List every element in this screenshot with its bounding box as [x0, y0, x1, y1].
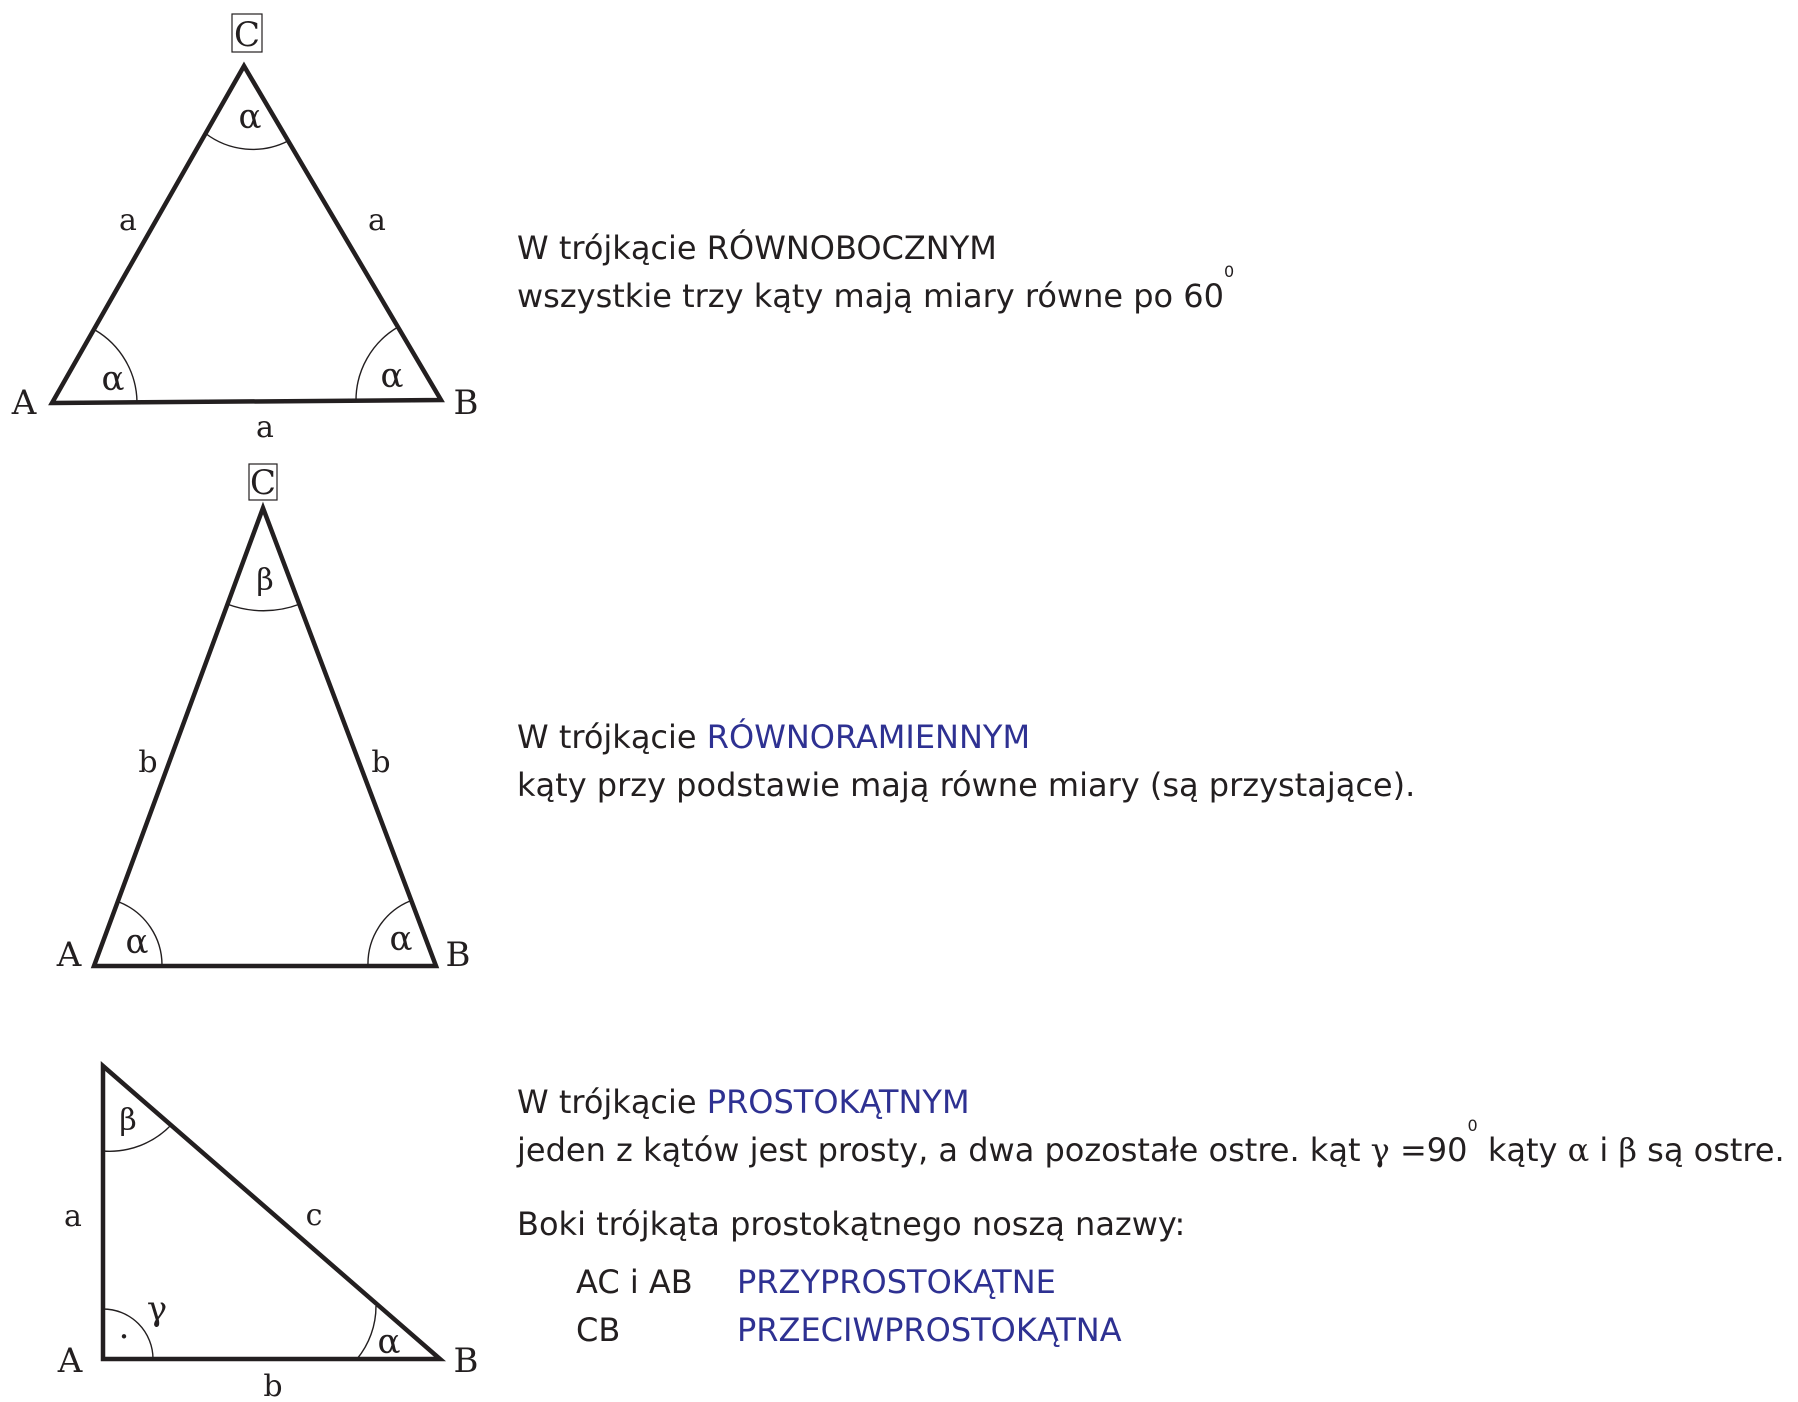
angle-label-C: β	[119, 1103, 137, 1138]
gamma-symbol: γ	[1370, 1131, 1390, 1169]
side-label-left: b	[138, 745, 158, 780]
angle-label-B: α	[380, 356, 404, 396]
side-label-right: b	[371, 745, 391, 780]
degree-sup: 0	[1467, 1116, 1478, 1135]
vertex-label-A: A	[56, 935, 82, 975]
degree-sup: 0	[1224, 262, 1235, 281]
angle-arc-C	[227, 604, 300, 611]
triangle-type-name: PROSTOKĄTNYM	[706, 1083, 970, 1121]
angle-arc-C	[103, 1124, 172, 1151]
description-text: kąty przy podstawie mają równe miary (są przystające).	[517, 766, 1416, 804]
side-name-row-2-sides: CB	[576, 1311, 621, 1349]
isosceles-description	[517, 765, 1415, 805]
vertex-label-B: B	[445, 935, 471, 975]
equilateral-title	[517, 228, 997, 268]
side-name-row-2-term: PRZECIWPROSTOKĄTNA	[737, 1311, 1122, 1349]
angle-label-B: α	[389, 919, 413, 959]
right-triangle	[57, 1066, 479, 1402]
isosceles-triangle	[56, 463, 471, 975]
angle-arc-B	[357, 1306, 376, 1359]
side-label-right: a	[368, 203, 386, 238]
title-prefix: W trójkącie	[517, 718, 697, 756]
title-prefix: W trójkącie	[517, 1083, 697, 1121]
right-angle-dot: ·	[118, 1317, 130, 1357]
side-names-intro	[517, 1204, 1185, 1244]
vertex-label-B: B	[453, 383, 479, 423]
equilateral-description	[517, 262, 1235, 316]
angle-label-C: α	[238, 97, 262, 137]
angle-label-B: α	[377, 1322, 401, 1362]
vertex-label-A: A	[11, 383, 37, 423]
angle-label-A: α	[101, 359, 125, 399]
vertex-label-B: B	[453, 1341, 479, 1381]
equilateral-triangle	[11, 14, 479, 445]
right-description	[517, 1116, 1785, 1170]
side-name-row-1-term: PRZYPROSTOKĄTNE	[737, 1263, 1056, 1301]
intro-text: Boki trójkąta prostokątnego noszą nazwy:	[517, 1205, 1186, 1243]
side-label-a: a	[64, 1199, 82, 1234]
angle-label-gamma: γ	[146, 1289, 168, 1329]
triangle-type-name: RÓWNOBOCZNYM	[706, 229, 997, 267]
description-part: jeden z kątów jest prosty, a dwa pozostałe ostre. kąt	[517, 1131, 1361, 1169]
angle-label-C: β	[256, 563, 274, 598]
right-title	[517, 1082, 970, 1122]
title-prefix: W trójkącie	[517, 229, 697, 267]
isosceles-title	[517, 717, 1030, 757]
vertex-label-C: C	[233, 15, 261, 55]
alpha-symbol: α	[1567, 1131, 1590, 1169]
description-text: wszystkie trzy kąty mają miary równe po 60	[517, 277, 1224, 315]
side-label-c: c	[305, 1198, 323, 1233]
side-name-row-1-sides: AC i AB	[576, 1263, 693, 1301]
ninety-value: =90	[1399, 1131, 1468, 1169]
angle-label-A: α	[125, 922, 149, 962]
triangle-type-name: RÓWNORAMIENNYM	[706, 718, 1031, 756]
side-label-base: a	[256, 410, 274, 445]
vertex-label-C: C	[249, 463, 277, 503]
side-label-b: b	[263, 1369, 283, 1402]
description-part: i	[1599, 1131, 1609, 1169]
beta-symbol: β	[1618, 1131, 1637, 1169]
vertex-label-A: A	[57, 1341, 83, 1381]
description-part: kąty	[1487, 1131, 1558, 1169]
side-label-left: a	[119, 203, 137, 238]
description-part: są ostre.	[1647, 1131, 1785, 1169]
